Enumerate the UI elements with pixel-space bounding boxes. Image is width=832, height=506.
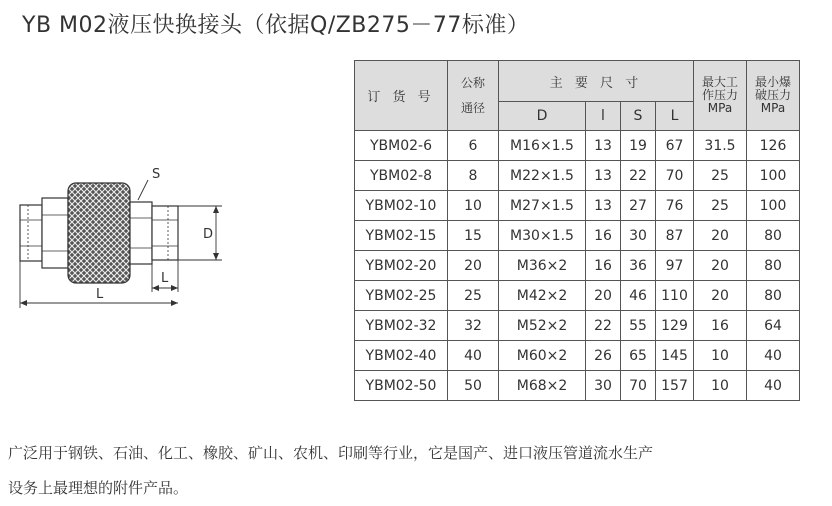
table-cell-L: 157 (656, 371, 694, 401)
table-cell-d: M42×2 (499, 281, 586, 311)
header-sub-l: L (656, 102, 694, 131)
table-cell-L: 67 (656, 131, 694, 161)
description (8, 436, 828, 506)
table-cell-d: M52×2 (499, 311, 586, 341)
table-row (355, 251, 800, 281)
table-cell-model: YBM02-15 (355, 221, 448, 251)
header-max-pressure-line3: MPa (707, 101, 733, 115)
table-row (355, 311, 800, 341)
table-row (355, 131, 800, 161)
table-cell-p: 16 (694, 311, 747, 341)
header-min-burst (747, 61, 800, 131)
table-cell-L: 129 (656, 311, 694, 341)
table-cell-p: 10 (694, 371, 747, 401)
table-cell-p: 25 (694, 191, 747, 221)
table-cell-dn: 10 (448, 191, 499, 221)
table-cell-d: M36×2 (499, 251, 586, 281)
table-cell-b: 64 (747, 311, 800, 341)
table-row (355, 191, 800, 221)
left-thread (20, 205, 42, 261)
header-max-pressure-line2: 作压力 (701, 88, 738, 102)
table-cell-b: 80 (747, 221, 800, 251)
table-cell-l: 13 (586, 131, 621, 161)
table-cell-b: 100 (747, 161, 800, 191)
table-cell-L: 97 (656, 251, 694, 281)
table-cell-d: M60×2 (499, 341, 586, 371)
table-cell-d: M30×1.5 (499, 221, 586, 251)
header-max-pressure-line1: 最大工 (701, 75, 738, 89)
table-cell-p: 20 (694, 221, 747, 251)
table-row (355, 221, 800, 251)
table-cell-d: M22×1.5 (499, 161, 586, 191)
table-cell-p: 20 (694, 251, 747, 281)
table-cell-model: YBM02-8 (355, 161, 448, 191)
table-cell-L: 76 (656, 191, 694, 221)
table-cell-model: YBM02-6 (355, 131, 448, 161)
header-nominal-line2: 通径 (460, 100, 485, 115)
table-cell-dn: 40 (448, 341, 499, 371)
table-cell-d: M16×1.5 (499, 131, 586, 161)
table-cell-model: YBM02-32 (355, 311, 448, 341)
header-main-dims: 主 要 尺 寸 (499, 61, 694, 102)
header-nominal-line1: 公称 (460, 75, 485, 90)
right-hex (130, 202, 152, 264)
page-title: YB M02液压快换接头（依据Q/ZB275－77标准） (22, 13, 530, 38)
table-cell-b: 40 (747, 371, 800, 401)
table-cell-p: 10 (694, 341, 747, 371)
label-l-large: L (96, 287, 104, 302)
table-cell-b: 126 (747, 131, 800, 161)
table-cell-l: 13 (586, 161, 621, 191)
table-cell-b: 80 (747, 281, 800, 311)
table-cell-dn: 25 (448, 281, 499, 311)
table-cell-l: 26 (586, 341, 621, 371)
header-sub-s: S (621, 102, 656, 131)
table-cell-model: YBM02-25 (355, 281, 448, 311)
spec-table (354, 60, 800, 401)
table-cell-model: YBM02-50 (355, 371, 448, 401)
table-cell-s: 22 (621, 161, 656, 191)
table-cell-model: YBM02-10 (355, 191, 448, 221)
table-cell-dn: 50 (448, 371, 499, 401)
table-cell-s: 46 (621, 281, 656, 311)
knurled-sleeve (68, 183, 130, 283)
table-row (355, 341, 800, 371)
table-cell-s: 65 (621, 341, 656, 371)
table-cell-model: YBM02-20 (355, 251, 448, 281)
table-cell-s: 70 (621, 371, 656, 401)
table-cell-l: 30 (586, 371, 621, 401)
table-row (355, 161, 800, 191)
header-model: 订 货 号 (355, 61, 448, 131)
table-cell-model: YBM02-40 (355, 341, 448, 371)
table-cell-L: 70 (656, 161, 694, 191)
table-row (355, 281, 800, 311)
table-cell-s: 19 (621, 131, 656, 161)
table-cell-s: 55 (621, 311, 656, 341)
table-row (355, 371, 800, 401)
table-cell-s: 27 (621, 191, 656, 221)
header-nominal (448, 61, 499, 131)
description-line2: 设务上最理想的附件产品。 (8, 479, 189, 497)
table-cell-L: 145 (656, 341, 694, 371)
table-cell-s: 30 (621, 221, 656, 251)
table-cell-d: M27×1.5 (499, 191, 586, 221)
description-line1: 广泛用于钢铁、石油、化工、橡胶、矿山、农机、印刷等行业，它是国产、进口液压管道流水生产 (8, 444, 654, 462)
table-cell-p: 31.5 (694, 131, 747, 161)
table-cell-p: 25 (694, 161, 747, 191)
header-sub-d: D (499, 102, 586, 131)
table-cell-b: 40 (747, 341, 800, 371)
table-cell-dn: 15 (448, 221, 499, 251)
table-cell-L: 87 (656, 221, 694, 251)
right-thread (152, 206, 178, 260)
table-cell-p: 20 (694, 281, 747, 311)
header-min-burst-line3: MPa (760, 101, 786, 115)
label-s: S (152, 167, 161, 182)
spec-table-body (355, 131, 800, 401)
header-min-burst-line1: 最小爆 (754, 75, 791, 89)
table-cell-l: 13 (586, 191, 621, 221)
label-d: D (203, 227, 214, 242)
table-cell-l: 16 (586, 251, 621, 281)
header-max-pressure (694, 61, 747, 131)
table-cell-dn: 20 (448, 251, 499, 281)
table-cell-l: 20 (586, 281, 621, 311)
left-hex (42, 198, 68, 268)
table-cell-s: 36 (621, 251, 656, 281)
header-min-burst-line2: 破压力 (754, 88, 791, 102)
header-sub-l-small: l (586, 102, 621, 131)
coupling-drawing (0, 150, 350, 320)
table-cell-d: M68×2 (499, 371, 586, 401)
table-cell-dn: 32 (448, 311, 499, 341)
table-cell-L: 110 (656, 281, 694, 311)
table-cell-b: 100 (747, 191, 800, 221)
table-cell-l: 22 (586, 311, 621, 341)
table-cell-dn: 6 (448, 131, 499, 161)
table-cell-b: 80 (747, 251, 800, 281)
label-l-small: L (161, 271, 169, 286)
table-cell-l: 16 (586, 221, 621, 251)
table-cell-dn: 8 (448, 161, 499, 191)
